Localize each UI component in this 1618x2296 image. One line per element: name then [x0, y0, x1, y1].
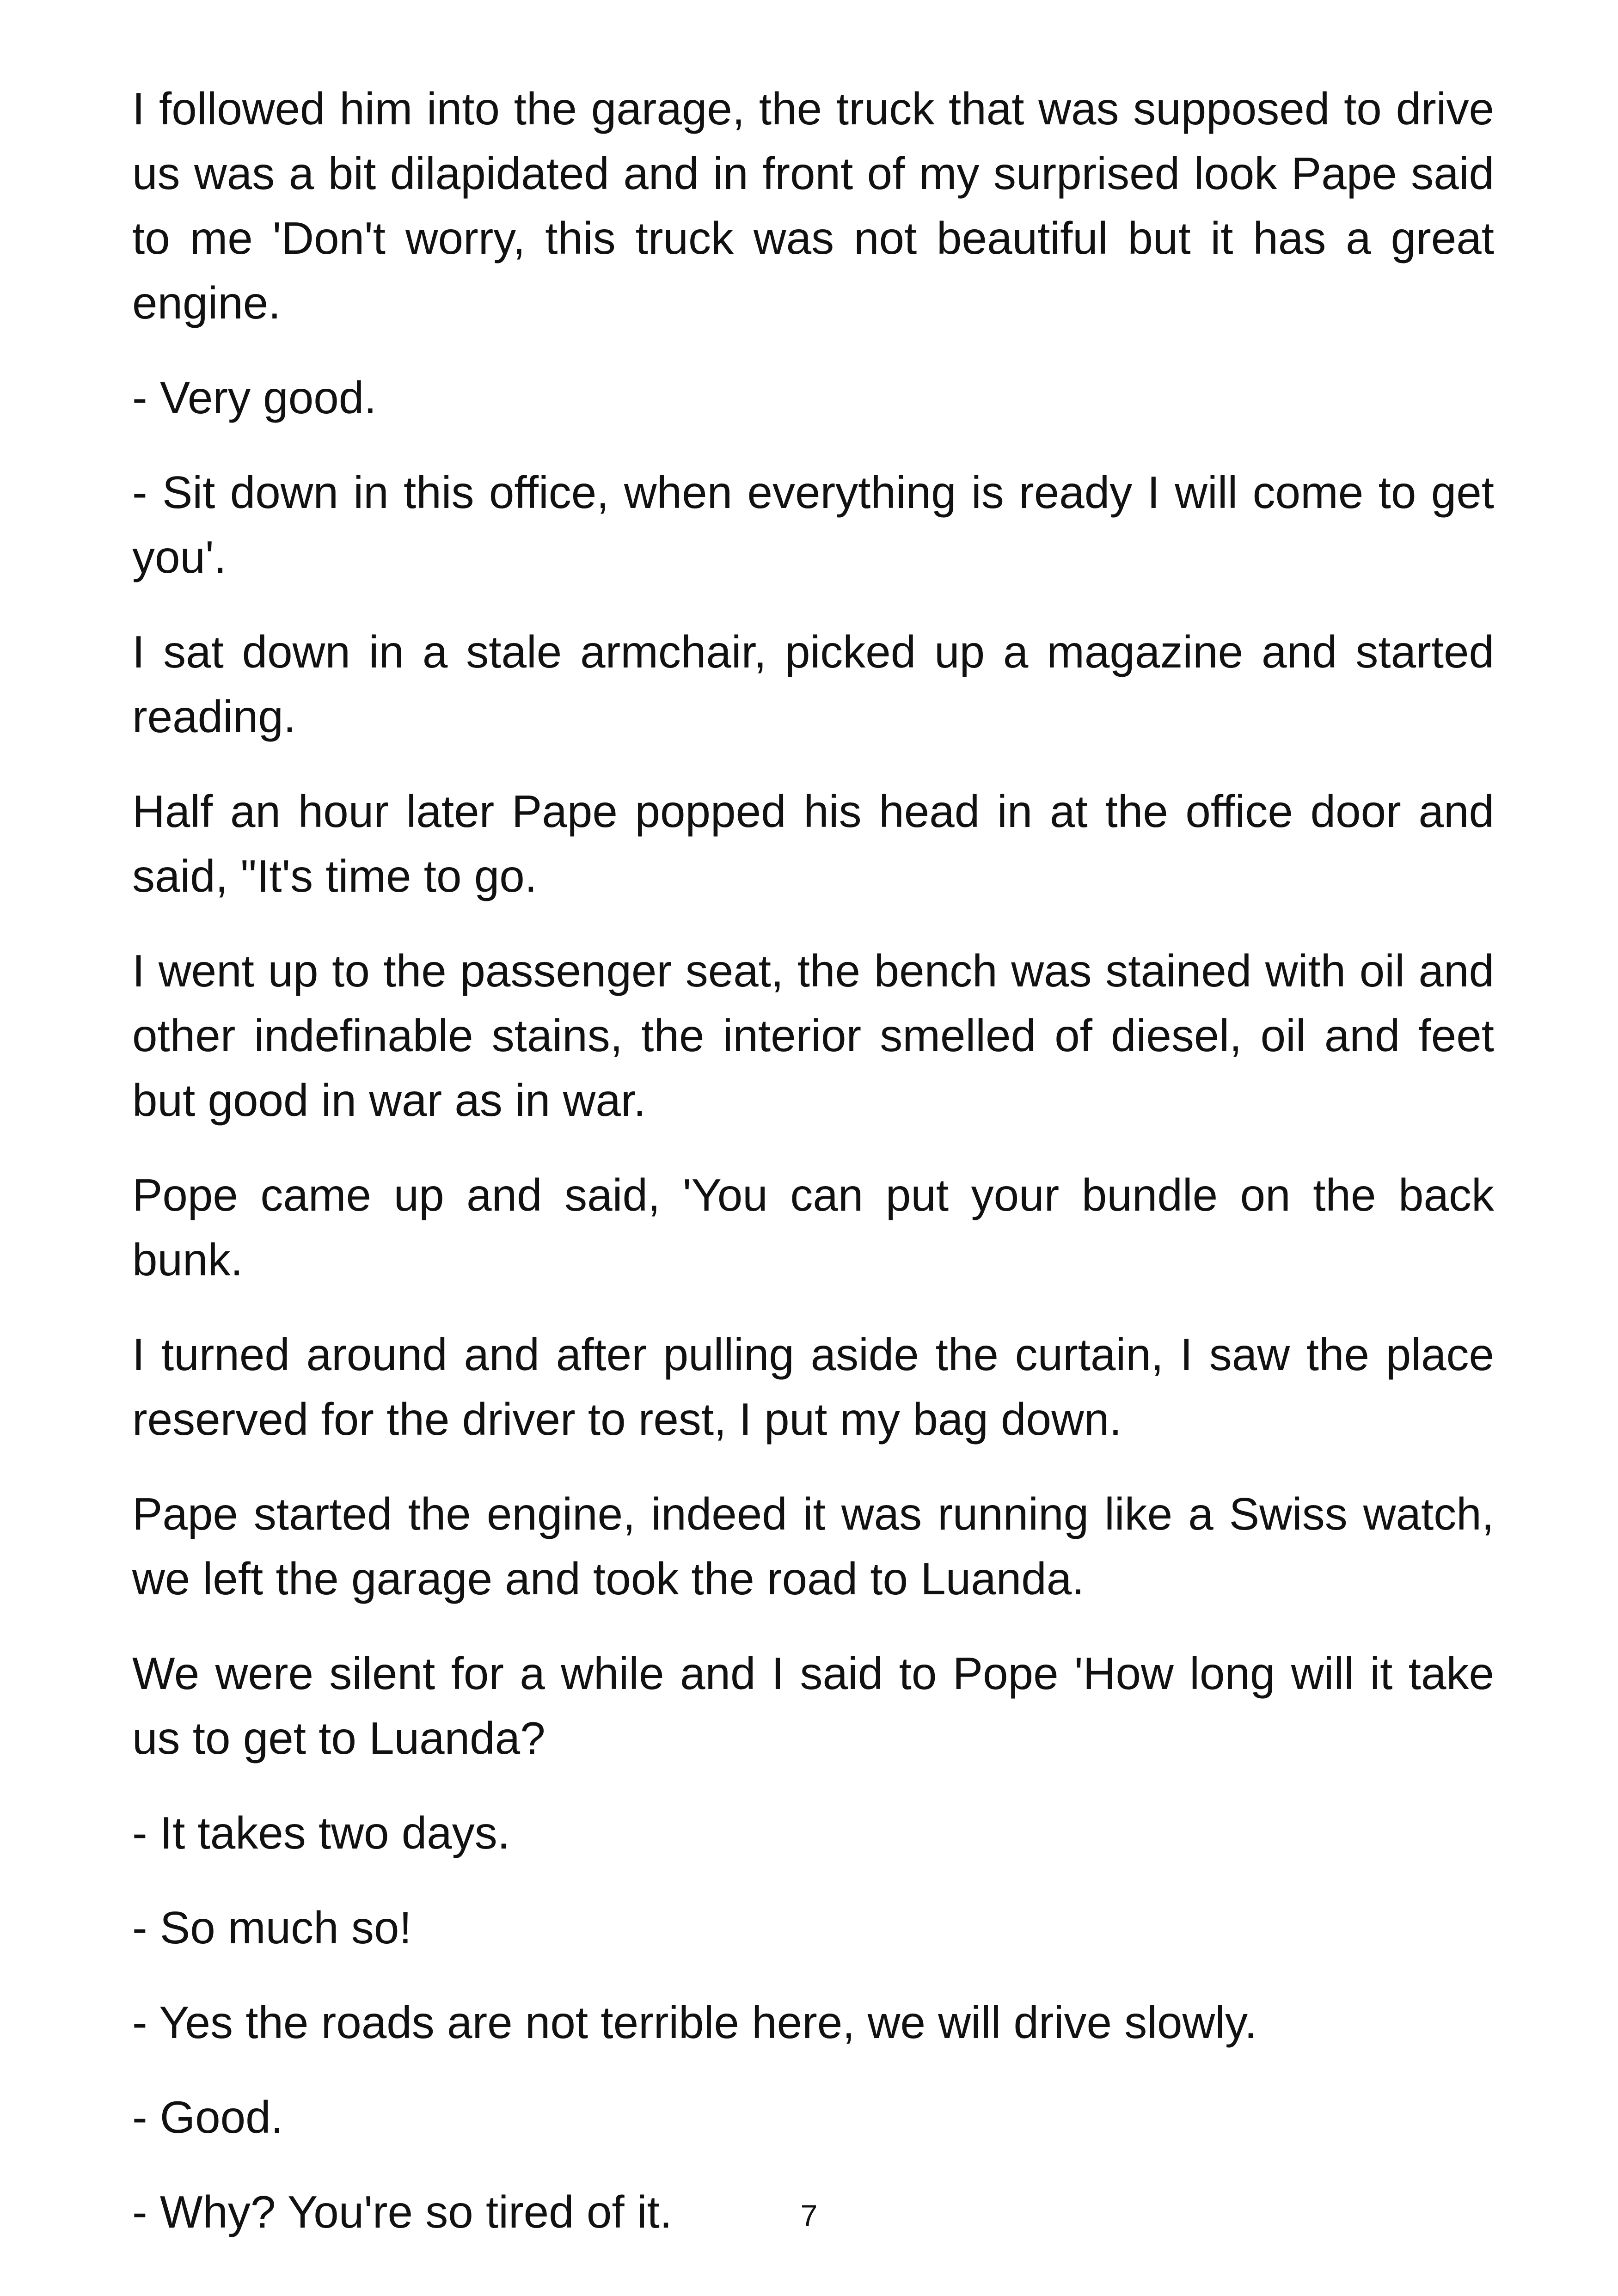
- paragraph: - It takes two days.: [132, 1807, 510, 1858]
- paragraph: I sat down in a stale armchair, picked up a magazine and started reading.: [132, 626, 1494, 742]
- paragraph: We were silent for a while and I said to Pope 'How long will it take us to get to Luanda?: [132, 1648, 1494, 1763]
- paragraph: - Why? You're so tired of it.: [132, 2186, 673, 2237]
- paragraph: I followed him into the garage, the truck that was supposed to drive us was a bit dilapidated and in front of my surprised look Pape said to me 'Don't worry, this truck was not beautiful but it has a great engine.: [132, 83, 1494, 328]
- paragraph: - Yes the roads are not terrible here, we will drive slowly.: [132, 1997, 1257, 2048]
- paragraph: I went up to the passenger seat, the bench was stained with oil and other indefinable stains, the interior smelled of diesel, oil and feet but good in war as in war.: [132, 945, 1494, 1126]
- paragraph: - Sit down in this office, when everything is ready I will come to get you'.: [132, 467, 1494, 582]
- paragraph: - Very good.: [132, 372, 377, 423]
- paragraph: Pape started the engine, indeed it was running like a Swiss watch, we left the garage and took the road to Luanda.: [132, 1488, 1494, 1604]
- paragraph: - Good.: [132, 2092, 283, 2143]
- paragraph: Half an hour later Pape popped his head in at the office door and said, "It's time to go.: [132, 786, 1494, 901]
- paragraph: Pope came up and said, 'You can put your bundle on the back bunk.: [132, 1169, 1494, 1285]
- body-text: [132, 76, 1494, 2274]
- paragraph: I turned around and after pulling aside the curtain, I saw the place reserved for the driver to rest, I put my bag down.: [132, 1329, 1494, 1445]
- paragraph: - So much so!: [132, 1902, 412, 1953]
- page-number: 7: [800, 2198, 818, 2233]
